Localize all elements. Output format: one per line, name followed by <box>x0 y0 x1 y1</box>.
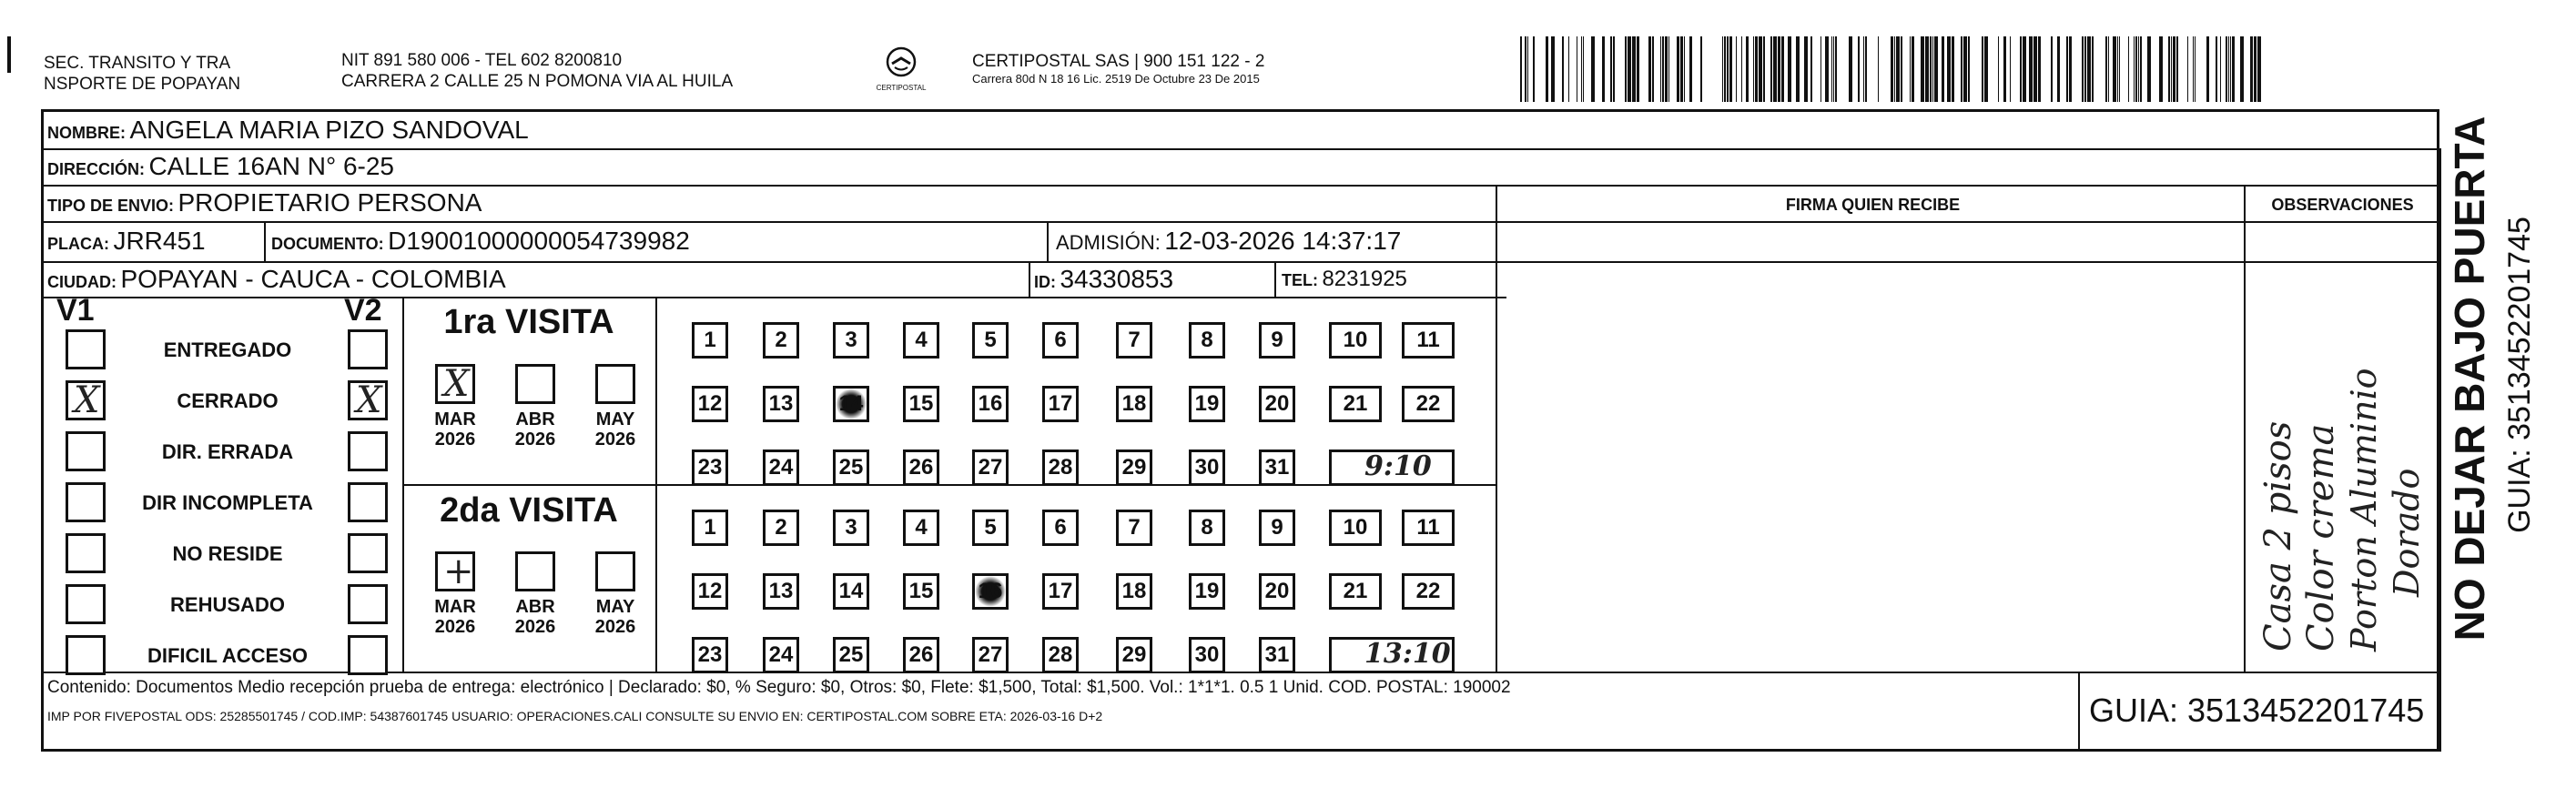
day-box[interactable]: 9 <box>1259 510 1295 546</box>
month-label: ABR 2026 <box>514 409 556 450</box>
status-label: DIR. ERRADA <box>161 440 294 463</box>
day-box[interactable]: 23 <box>692 450 728 486</box>
month-checkbox[interactable] <box>435 551 475 591</box>
day-box[interactable]: 1 <box>692 510 728 546</box>
nombre-label: NOMBRE: <box>47 124 126 142</box>
month-label: ABR 2026 <box>514 597 556 637</box>
v2-checkbox[interactable] <box>348 329 388 369</box>
day-box[interactable]: 27 <box>972 450 1009 486</box>
status-label: CERRADO <box>177 389 279 412</box>
day-box[interactable]: 29 <box>1116 637 1152 673</box>
v2-checkbox[interactable] <box>348 380 388 420</box>
day-box[interactable]: 16 <box>972 386 1009 422</box>
day-box[interactable]: 13 <box>763 386 799 422</box>
company-info <box>972 51 1264 86</box>
tel-label: TEL: <box>1282 271 1318 289</box>
day-box[interactable]: 31 <box>1259 450 1295 486</box>
margin-mark <box>7 36 11 73</box>
day-box[interactable]: 8 <box>1189 322 1225 359</box>
day-box[interactable]: 6 <box>1042 322 1079 359</box>
day-box[interactable]: 7 <box>1116 322 1152 359</box>
day-box[interactable]: 1 <box>692 322 728 359</box>
day-box[interactable]: 20 <box>1259 573 1295 610</box>
day-box[interactable]: 7 <box>1116 510 1152 546</box>
status-label: NO RESIDE <box>172 542 283 565</box>
day-box[interactable]: 30 <box>1189 637 1225 673</box>
day-box[interactable]: 25 <box>833 637 869 673</box>
documento-label: DOCUMENTO: <box>271 235 384 253</box>
side-notice <box>2445 106 2500 652</box>
imp-line: IMP POR FIVEPOSTAL ODS: 25285501745 / COD.IMP: 54387601745 USUARIO: OPERACIONES.CALI CONSULTE SU ENVIO EN: CERTIPOSTAL.COM SOBRE ETA: 2026-03-16 D+2 <box>47 709 1103 723</box>
day-box[interactable]: 15 <box>903 573 939 610</box>
month-label: MAY 2026 <box>594 409 636 450</box>
day-box[interactable]: 27 <box>972 637 1009 673</box>
tel-value: 8231925 <box>1322 267 1407 291</box>
day-box[interactable]: 11 <box>1402 322 1455 359</box>
month-checkbox[interactable] <box>515 364 555 404</box>
day-box[interactable]: 19 <box>1189 386 1225 422</box>
month-checkbox[interactable] <box>595 364 635 404</box>
nombre-value: ANGELA MARIA PIZO SANDOVAL <box>129 116 529 144</box>
observaciones-notes <box>2248 264 2438 670</box>
ciudad-field <box>47 264 506 299</box>
day-box[interactable]: 22 <box>1402 386 1455 422</box>
month-mark: + <box>443 551 474 592</box>
sender-line-1: SEC. TRANSITO Y TRA <box>44 54 231 73</box>
status-label: DIFICIL ACCESO <box>147 644 308 667</box>
v2-mark: X <box>356 379 382 421</box>
day-box[interactable]: 28 <box>1042 450 1079 486</box>
barcode <box>1520 36 2267 102</box>
company-address: Carrera 80d N 18 16 Lic. 2519 De Octubre 23 De 2015 <box>972 72 1260 86</box>
note-line-1: Casa 2 pisos <box>2257 420 2299 652</box>
day-box[interactable]: 28 <box>1042 637 1079 673</box>
month-mark: X <box>443 363 470 405</box>
contenido-line: Contenido: Documentos Medio recepción prueba de entrega: electrónico | Declarado: $0, % Seguro: $0, Otros: $0, Flete: $1,500, Total: $1,500. Vol.: 1*1*1. 0.5 1 Unid. COD. POSTAL: 190002 <box>47 678 1511 697</box>
nit-line: NIT 891 580 006 - TEL 602 8200810 <box>341 51 623 70</box>
id-label: ID: <box>1034 273 1056 291</box>
documento-field <box>271 226 690 261</box>
day-box[interactable]: 19 <box>1189 573 1225 610</box>
day-box[interactable]: 6 <box>1042 510 1079 546</box>
address-line: CARRERA 2 CALLE 25 N POMONA VIA AL HUILA <box>341 72 734 91</box>
observaciones-label: OBSERVACIONES <box>2271 196 2414 214</box>
direccion-value: CALLE 16AN N° 6-25 <box>148 152 395 180</box>
placa-value: JRR451 <box>113 227 206 255</box>
visit-time-value: 9:10 <box>1364 450 1432 482</box>
day-box[interactable]: 21 <box>1329 386 1382 422</box>
day-box[interactable]: 30 <box>1189 450 1225 486</box>
admision-field <box>1056 226 1401 261</box>
day-box[interactable]: 14 <box>833 386 869 422</box>
placa-label: PLACA: <box>47 235 109 253</box>
day-box[interactable]: 18 <box>1116 386 1152 422</box>
day-box[interactable]: 4 <box>903 510 939 546</box>
id-value: 34330853 <box>1060 265 1174 293</box>
day-box[interactable]: 10 <box>1329 510 1382 546</box>
tipo-envio-field <box>47 187 482 223</box>
firma-header <box>1502 189 2244 222</box>
day-box[interactable]: 24 <box>763 450 799 486</box>
day-box[interactable]: 25 <box>833 450 869 486</box>
day-box[interactable]: 29 <box>1116 450 1152 486</box>
v1-checkbox[interactable] <box>66 431 106 471</box>
v1-checkbox[interactable] <box>66 533 106 573</box>
day-box[interactable]: 12 <box>692 386 728 422</box>
id-field <box>1034 264 1173 299</box>
day-box[interactable]: 3 <box>833 322 869 359</box>
day-box[interactable]: 11 <box>1402 510 1455 546</box>
status-label: ENTREGADO <box>163 338 292 361</box>
day-box[interactable]: 4 <box>903 322 939 359</box>
day-box[interactable]: 23 <box>692 637 728 673</box>
month-checkbox[interactable] <box>515 551 555 591</box>
day-box[interactable]: 26 <box>903 637 939 673</box>
day-box[interactable]: 20 <box>1259 386 1295 422</box>
v2-checkbox[interactable] <box>348 635 388 675</box>
note-line-2: Color crema <box>2300 423 2342 652</box>
v2-header: V2 <box>344 293 382 328</box>
day-box[interactable]: 12 <box>692 573 728 610</box>
day-box[interactable]: 2 <box>763 322 799 359</box>
day-box[interactable]: 15 <box>903 386 939 422</box>
v1-mark: X <box>74 379 100 421</box>
v1-checkbox[interactable] <box>66 584 106 624</box>
note-line-4: Dorado <box>2387 468 2427 597</box>
day-box[interactable]: 18 <box>1116 573 1152 610</box>
month-label: MAY 2026 <box>594 597 636 637</box>
month-checkbox[interactable] <box>595 551 635 591</box>
v2-checkbox[interactable] <box>348 584 388 624</box>
day-box[interactable]: 13 <box>763 573 799 610</box>
day-box[interactable]: 9 <box>1259 322 1295 359</box>
day-box[interactable]: 5 <box>972 322 1009 359</box>
firma-label: FIRMA QUIEN RECIBE <box>1785 196 1961 214</box>
direccion-field <box>47 151 394 187</box>
day-box[interactable]: 24 <box>763 637 799 673</box>
v1-checkbox[interactable] <box>66 380 106 420</box>
v1-checkbox[interactable] <box>66 329 106 369</box>
day-box[interactable]: 17 <box>1042 386 1079 422</box>
visit-time-value: 13:10 <box>1364 638 1451 670</box>
documento-value: D19001000000054739982 <box>388 227 690 255</box>
second-visit-title: 2da VISITA <box>440 491 618 530</box>
status-label: REHUSADO <box>170 593 285 616</box>
sender-name <box>44 53 240 95</box>
admision-label: ADMISIÓN: <box>1056 231 1161 254</box>
day-box[interactable]: 22 <box>1402 573 1455 610</box>
day-box[interactable]: 21 <box>1329 573 1382 610</box>
month-label: MAR 2026 <box>434 409 476 450</box>
day-box[interactable]: 17 <box>1042 573 1079 610</box>
direccion-label: DIRECCIÓN: <box>47 160 145 178</box>
status-label: DIR INCOMPLETA <box>142 491 313 514</box>
side-guia <box>2501 120 2538 630</box>
day-box[interactable]: 16 <box>972 573 1009 610</box>
placa-field <box>47 226 206 261</box>
tipo-envio-value: PROPIETARIO PERSONA <box>177 188 482 217</box>
first-visit-title: 1ra VISITA <box>443 303 614 341</box>
day-box[interactable]: 3 <box>833 510 869 546</box>
visit-time[interactable] <box>1329 637 1455 673</box>
footer-guia: GUIA: 3513452201745 <box>2089 692 2425 729</box>
day-box[interactable]: 2 <box>763 510 799 546</box>
v2-checkbox[interactable] <box>348 482 388 522</box>
tipo-envio-label: TIPO DE ENVIO: <box>47 197 175 215</box>
observaciones-header <box>2246 189 2439 222</box>
no-dejar-bajo-puerta: NO DEJAR BAJO PUERTA <box>2446 116 2493 641</box>
v2-checkbox[interactable] <box>348 533 388 573</box>
day-box[interactable]: 31 <box>1259 637 1295 673</box>
v2-checkbox[interactable] <box>348 431 388 471</box>
v1-checkbox[interactable] <box>66 635 106 675</box>
day-box[interactable]: 5 <box>972 510 1009 546</box>
logo-text: CERTIPOSTAL <box>876 84 927 92</box>
v1-header: V1 <box>56 293 95 328</box>
ciudad-label: CIUDAD: <box>47 273 117 291</box>
tel-field <box>1282 264 1407 298</box>
day-box[interactable]: 10 <box>1329 322 1382 359</box>
admision-value: 12-03-2026 14:37:17 <box>1164 227 1402 255</box>
side-guia-number: GUIA: 3513452201745 <box>2502 217 2537 533</box>
day-box[interactable]: 8 <box>1189 510 1225 546</box>
day-box[interactable]: 14 <box>833 573 869 610</box>
note-line-3: Porton Aluminio <box>2344 368 2384 652</box>
v1-checkbox[interactable] <box>66 482 106 522</box>
day-box[interactable]: 26 <box>903 450 939 486</box>
company-name: CERTIPOSTAL SAS | 900 151 122 - 2 <box>972 52 1265 71</box>
nombre-field <box>47 115 529 150</box>
month-label: MAR 2026 <box>434 597 476 637</box>
ciudad-value: POPAYAN - CAUCA - COLOMBIA <box>120 265 506 293</box>
sender-address <box>341 50 733 92</box>
visit-time[interactable] <box>1329 450 1455 486</box>
month-checkbox[interactable] <box>435 364 475 404</box>
sender-line-2: NSPORTE DE POPAYAN <box>44 75 241 94</box>
certipostal-logo <box>869 40 933 96</box>
